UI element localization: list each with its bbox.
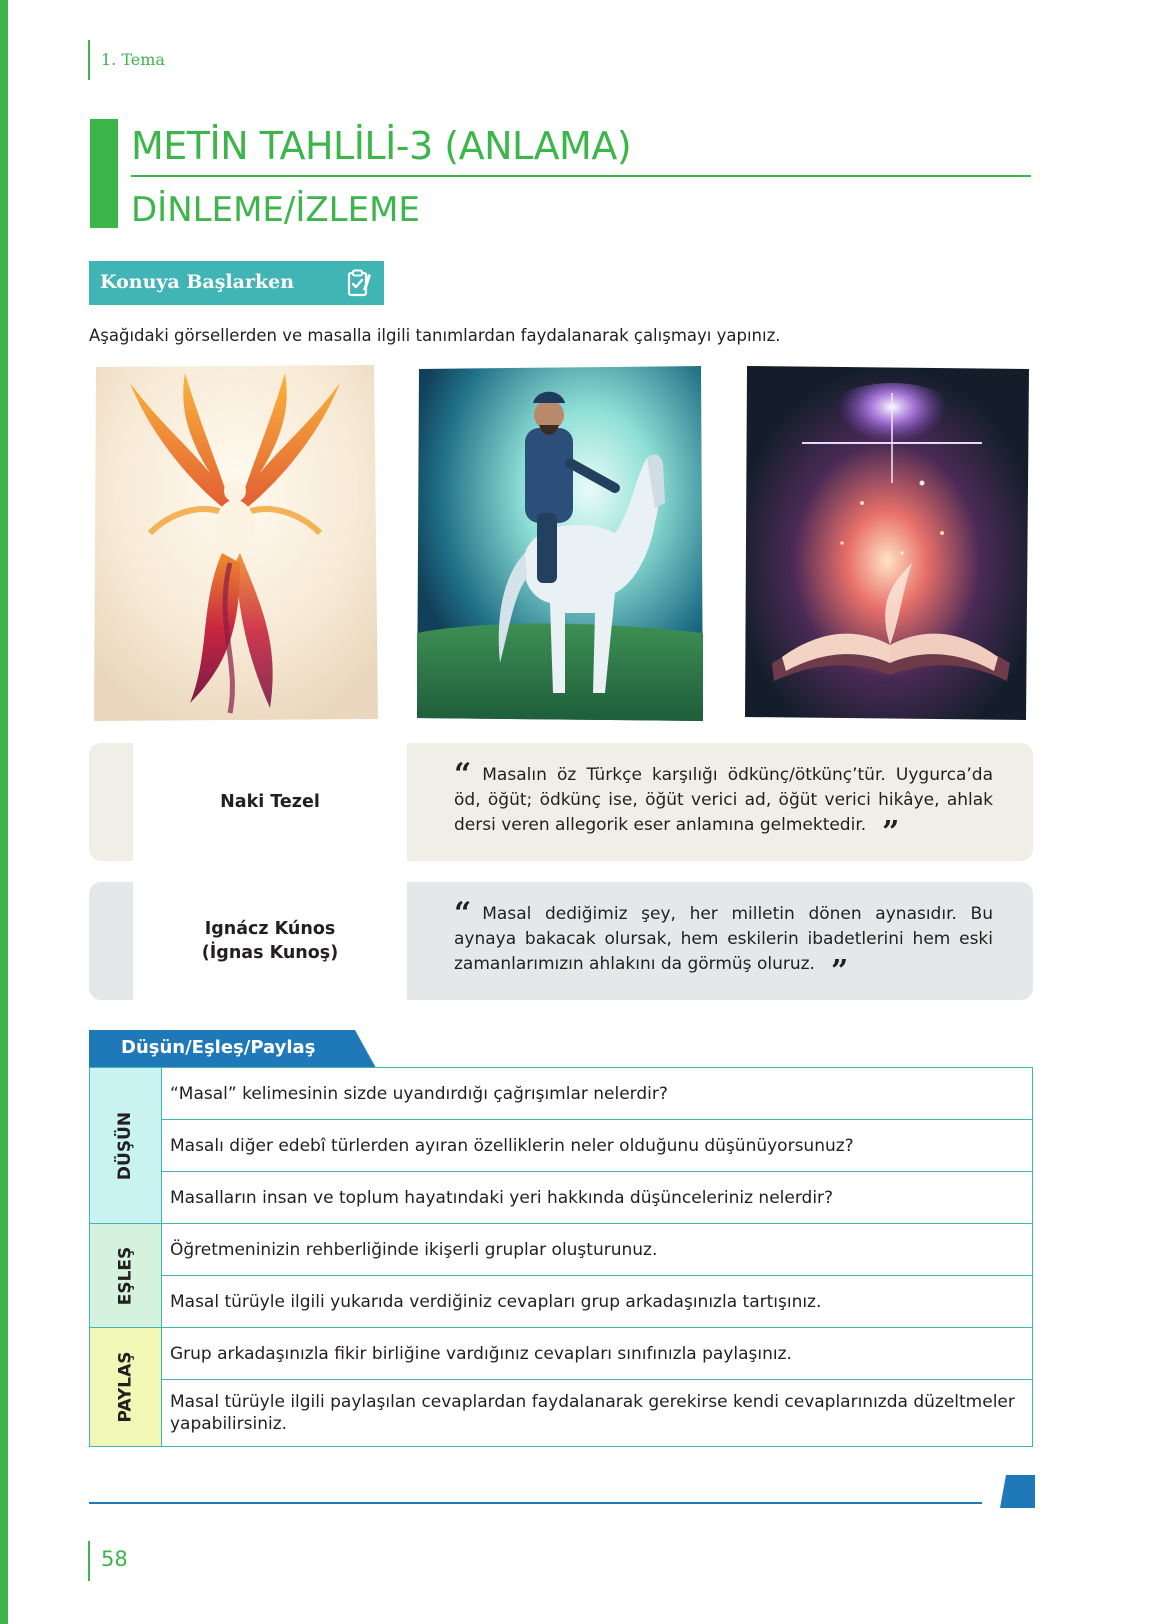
dusun-item: Masalların insan ve toplum hayatındaki yeri hakkında düşünceleriniz nelerdir?: [161, 1172, 1032, 1224]
esles-item: Öğretmeninizin rehberliğinde ikişerli gruplar oluşturunuz.: [161, 1224, 1032, 1276]
esles-header: EŞLEŞ: [90, 1224, 162, 1328]
konuya-baslarken-label: Konuya Başlarken: [100, 271, 295, 293]
open-quote-icon: “: [454, 757, 469, 792]
konuya-baslarken-banner: [89, 261, 384, 305]
footer-rule: [89, 1502, 982, 1504]
tema-label: 1. Tema: [101, 50, 165, 69]
quote-body: [454, 757, 993, 850]
clipboard-check-icon: [344, 268, 374, 298]
close-quote-icon: ”: [882, 815, 897, 850]
table-row: [90, 1172, 1033, 1224]
quote-text: Masal dediğimiz şey, her milletin dönen aynasıdır. Bu aynaya bakacak olursak, hem eskilerin ibadetlerini hem eski zamanlarımızın ahlakını da görmüş oluruz.: [454, 904, 993, 974]
horseman-illustration: [415, 363, 705, 723]
magic-book-illustration: [742, 363, 1032, 723]
page-subtitle: DİNLEME/İZLEME: [131, 190, 420, 230]
table-row: [90, 1276, 1033, 1328]
title-accent-bar: [90, 119, 118, 228]
page-number-divider: [88, 1541, 90, 1581]
footer-corner-mark: [1000, 1475, 1035, 1508]
dusun-item: “Masal” kelimesinin sizde uyandırdığı çağrışımlar nelerdir?: [161, 1068, 1032, 1120]
dusun-header: DÜŞÜN: [90, 1068, 162, 1224]
left-edge-strip: [0, 0, 8, 1624]
quote-body: [454, 896, 993, 989]
quote-text: Masalın öz Türkçe karşılığı ödkünç/ötkünç’tür. Uygurca’da öd, öğüt; ödkünç ise, öğüt verici ad, öğüt verici hikâye, ahlak dersi veren allegorik eser anlamına gelmektedir.: [454, 765, 993, 835]
dep-table: [89, 1067, 1033, 1447]
page-title: METİN TAHLİLİ-3 (ANLAMA): [131, 124, 632, 168]
dep-tab-label: Düşün/Eşleş/Paylaş: [121, 1037, 316, 1058]
table-row: [90, 1328, 1033, 1380]
table-row: [90, 1120, 1033, 1172]
quote-card: [89, 882, 1033, 1000]
intro-instruction: Aşağıdaki görsellerden ve masalla ilgili tanımlardan faydalanarak çalışmayı yapınız.: [89, 326, 781, 345]
page-number: 58: [101, 1547, 128, 1571]
dusun-item: Masalı diğer edebî türlerden ayıran özelliklerin neler olduğunu düşünüyorsunuz?: [161, 1120, 1032, 1172]
paylas-item: Grup arkadaşınızla fikir birliğine vardığınız cevapları sınıfınızla paylaşınız.: [161, 1328, 1032, 1380]
esles-item: Masal türüyle ilgili yukarıda verdiğiniz cevapları grup arkadaşınızla tartışınız.: [161, 1276, 1032, 1328]
table-row: [90, 1224, 1033, 1276]
quote-card: [89, 743, 1033, 861]
open-quote-icon: “: [454, 896, 469, 931]
dep-tab: [89, 1030, 376, 1068]
paylas-item: Masal türüyle ilgili paylaşılan cevaplardan faydalanarak gerekirse kendi cevaplarınızda düzeltmeler yapabilirsiniz.: [161, 1380, 1032, 1447]
quote-author: Ignácz Kúnos (İgnas Kunoş): [201, 919, 339, 963]
quote-author: Naki Tezel: [220, 792, 320, 812]
phoenix-illustration: [90, 363, 380, 723]
table-row: [90, 1380, 1033, 1447]
close-quote-icon: ”: [830, 954, 846, 989]
title-underline: [131, 175, 1031, 177]
paylas-header: PAYLAŞ: [90, 1328, 162, 1447]
table-row: [90, 1068, 1033, 1120]
tema-divider: [88, 40, 90, 80]
